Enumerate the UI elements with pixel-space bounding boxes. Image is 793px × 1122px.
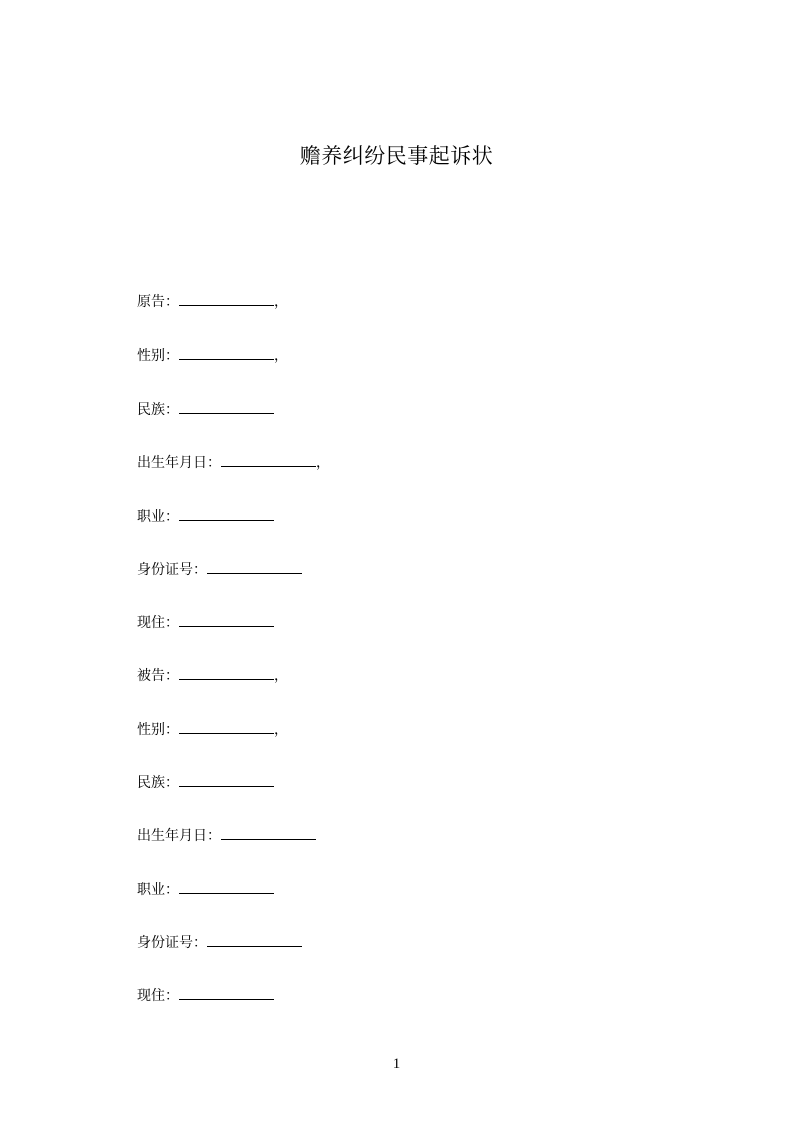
fill-in-blank[interactable] [179,399,274,414]
field-label: 被告： [137,668,179,684]
fill-in-blank[interactable] [179,506,274,521]
defendant-id-number-field [137,932,302,952]
document-title: 赡养纠纷民事起诉状 [299,144,494,168]
plaintiff-ethnicity-field [137,399,274,419]
plaintiff-occupation-field [137,506,274,526]
page-number: 1 [392,1056,401,1072]
field-label: 现住： [137,615,179,631]
plaintiff-id-number-field [137,559,302,579]
field-label: 现住： [137,988,179,1004]
field-suffix: ， [274,722,288,738]
field-suffix: ， [274,348,288,364]
field-label: 职业： [137,509,179,525]
defendant-name-field [137,665,288,685]
plaintiff-address-field [137,612,274,632]
plaintiff-gender-field [137,345,288,365]
fill-in-blank[interactable] [221,452,316,467]
fill-in-blank[interactable] [179,665,274,680]
fill-in-blank[interactable] [179,612,274,627]
plaintiff-name-field [137,291,288,311]
defendant-address-field [137,985,274,1005]
defendant-ethnicity-field [137,772,274,792]
fill-in-blank[interactable] [179,291,274,306]
fill-in-blank[interactable] [207,559,302,574]
field-label: 民族： [137,775,179,791]
plaintiff-birthdate-field [137,452,330,472]
field-suffix: ， [274,294,288,310]
field-label: 身份证号： [137,562,207,578]
fill-in-blank[interactable] [179,985,274,1000]
defendant-gender-field [137,719,288,739]
fill-in-blank[interactable] [179,719,274,734]
defendant-birthdate-field [137,825,316,845]
fill-in-blank[interactable] [179,772,274,787]
fill-in-blank[interactable] [221,825,316,840]
field-label: 出生年月日： [137,828,221,844]
field-label: 原告： [137,294,179,310]
fill-in-blank[interactable] [179,345,274,360]
field-label: 出生年月日： [137,455,221,471]
defendant-occupation-field [137,879,274,899]
field-suffix: ， [316,455,330,471]
field-label: 民族： [137,402,179,418]
fill-in-blank[interactable] [179,879,274,894]
field-label: 性别： [137,722,179,738]
field-label: 性别： [137,348,179,364]
field-suffix: ， [274,668,288,684]
field-label: 职业： [137,882,179,898]
field-label: 身份证号： [137,935,207,951]
fill-in-blank[interactable] [207,932,302,947]
